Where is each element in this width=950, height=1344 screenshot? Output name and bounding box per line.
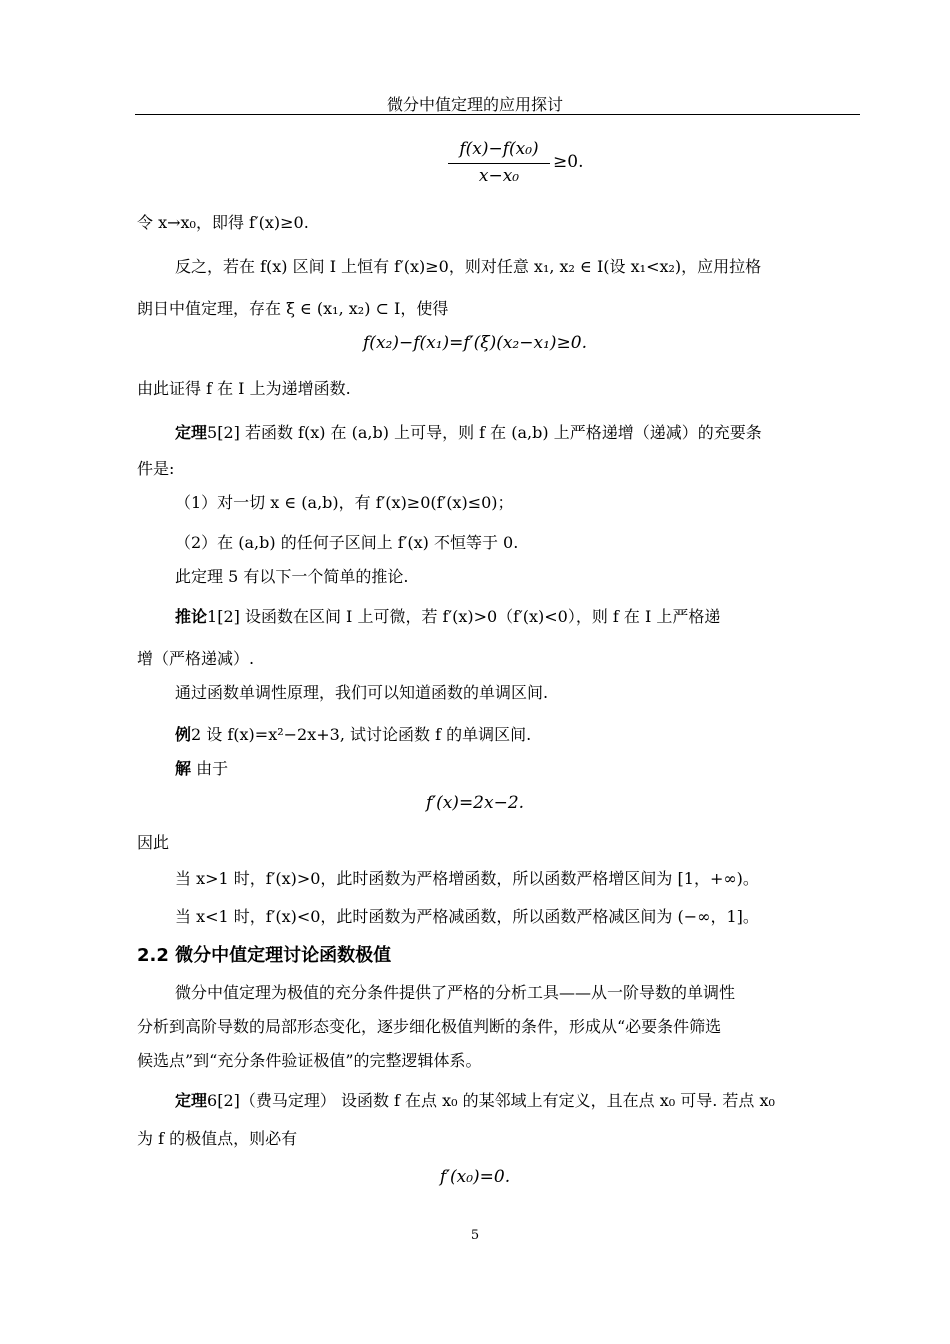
- theorem-label: 定理: [175, 1091, 208, 1110]
- corollary-label: 推论: [175, 607, 208, 626]
- text-line: 为 f 的极值点，则必有: [137, 1129, 298, 1148]
- text-line: 令 x→x₀，即得 f′(x)≥0.: [137, 213, 309, 232]
- equation: f′(x)=2x−2.: [425, 793, 525, 813]
- text-line: 由此证得 f 在 I 上为递增函数.: [137, 379, 351, 398]
- example-2-line: 例2 设 f(x)=x²−2x+3, 试讨论函数 f 的单调区间.: [175, 725, 532, 744]
- running-header: 微分中值定理的应用探讨: [386, 95, 563, 114]
- text-line: 此定理 5 有以下一个简单的推论.: [175, 567, 409, 586]
- text-line: 朗日中值定理，存在 ξ ∈ (x₁, x₂) ⊂ I，使得: [137, 299, 449, 318]
- theorem-label: 定理: [175, 423, 208, 442]
- equation: f′(x₀)=0.: [439, 1167, 511, 1187]
- example-label: 例: [175, 725, 192, 744]
- fraction-bar: [448, 163, 550, 164]
- text-line: 分析到高阶导数的局部形态变化，逐步细化极值判断的条件，形成从“必要条件筛选: [137, 1017, 722, 1036]
- text-line: 微分中值定理为极值的充分条件提供了严格的分析工具——从一阶导数的单调性: [175, 983, 736, 1002]
- header-rule: [135, 114, 860, 115]
- equation: f(x₂)−f(x₁)=f′(ξ)(x₂−x₁)≥0.: [363, 333, 587, 353]
- text-line: 增（严格递减）.: [137, 649, 255, 668]
- text-line: 反之，若在 f(x) 区间 I 上恒有 f′(x)≥0，则对任意 x₁, x₂ ∈ I(设 x₁<x₂)，应用拉格: [175, 257, 762, 276]
- fraction-denominator: x−x₀: [478, 166, 520, 186]
- text-line: 通过函数单调性原理，我们可以知道函数的单调区间.: [175, 683, 549, 702]
- page-number: 5: [470, 1228, 480, 1243]
- equation-fraction: [0, 137, 950, 193]
- solution-label: 解: [175, 759, 192, 778]
- text-line: 当 x<1 时，f′(x)<0，此时函数为严格减函数，所以函数严格减区间为 (−∞，1]。: [175, 907, 759, 926]
- fraction-numerator: f(x)−f(x₀): [459, 139, 539, 159]
- text-line: 因此: [137, 833, 170, 852]
- corollary-1-line: 推论1[2] 设函数在区间 I 上可微，若 f′(x)>0（f′(x)<0），则 f 在 I 上严格递: [175, 607, 721, 626]
- text-line: （2）在 (a,b) 的任何子区间上 f′(x) 不恒等于 0.: [175, 533, 519, 552]
- solution-line: 解 由于: [175, 759, 229, 778]
- text-line: 候选点”到“充分条件验证极值”的完整逻辑体系。: [137, 1051, 482, 1070]
- text-line: 当 x>1 时，f′(x)>0，此时函数为严格增函数，所以函数严格增区间为 [1，+∞)。: [175, 869, 759, 888]
- theorem-6-line: 定理6[2]（费马定理） 设函数 f 在点 x₀ 的某邻域上有定义，且在点 x₀ 可导. 若点 x₀: [175, 1091, 775, 1110]
- text-line: （1）对一切 x ∈ (a,b)，有 f′(x)≥0(f′(x)≤0)；: [175, 493, 514, 512]
- theorem-5-line: 定理5[2] 若函数 f(x) 在 (a,b) 上可导，则 f 在 (a,b) 上严格递增（递减）的充要条: [175, 423, 762, 442]
- text-line: 件是:: [137, 459, 175, 478]
- section-heading: 2.2 微分中值定理讨论函数极值: [137, 945, 392, 966]
- fraction-rhs: ≥0.: [553, 152, 584, 172]
